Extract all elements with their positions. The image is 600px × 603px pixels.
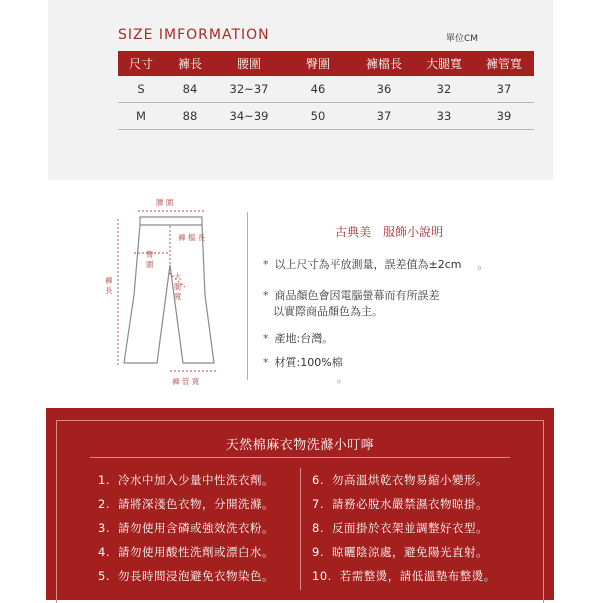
- header-hip: 臀圍: [282, 51, 354, 76]
- waist-label: 腰 圍: [156, 198, 174, 207]
- care-item: 3. 請勿使用含磷或強效洗衣粉。: [98, 521, 274, 535]
- vertical-divider: [247, 212, 248, 380]
- header-thigh: 大腿寬: [414, 51, 474, 76]
- care-column-divider: [300, 468, 301, 590]
- header-hem: 褲管寬: [474, 51, 534, 76]
- table-cell: 32~37: [216, 76, 282, 103]
- table-cell: 32: [414, 76, 474, 103]
- table-cell: 33: [414, 103, 474, 130]
- table-cell: M: [118, 103, 164, 130]
- care-title-underline: [90, 457, 510, 458]
- table-cell: 84: [164, 76, 216, 103]
- table-cell: 37: [354, 103, 414, 130]
- pants-waistband: [140, 217, 202, 225]
- note-item: [263, 288, 563, 320]
- table-cell: S: [118, 76, 164, 103]
- size-table-header: [118, 51, 534, 76]
- hip-label-2: 圍: [146, 260, 154, 269]
- table-row: [118, 76, 534, 103]
- header-waist: 腰圍: [216, 51, 282, 76]
- size-title: SIZE IMFORMATION: [118, 27, 270, 43]
- hem-label: 褲 管 寬: [172, 377, 200, 386]
- table-cell: 46: [282, 76, 354, 103]
- thigh-label-3: 寬: [174, 292, 182, 301]
- care-item: 8. 反面掛於衣架並調整好衣型。: [312, 521, 488, 535]
- header-length: 褲長: [164, 51, 216, 76]
- note-tail: 。: [337, 372, 348, 385]
- asterisk-icon: *: [263, 332, 269, 345]
- note-text: 材質:100%棉: [274, 356, 343, 369]
- note-text: 商品顏色會因電腦螢幕而有所誤差: [274, 289, 440, 302]
- size-table: [118, 51, 534, 130]
- note-item: [263, 331, 563, 347]
- length-label-1: 褲: [105, 276, 113, 285]
- table-cell: 88: [164, 103, 216, 130]
- note-tail: 。: [477, 258, 489, 271]
- note-item: [263, 257, 563, 273]
- pants-measurement-diagram: [90, 195, 240, 390]
- note-item: [263, 355, 563, 387]
- table-row: [118, 103, 534, 130]
- hip-label-1: 臀: [146, 250, 154, 259]
- care-item: 2. 請將深淺色衣物，分開洗滌。: [98, 497, 274, 511]
- table-cell: 39: [474, 103, 534, 130]
- header-crotch: 褲檔長: [354, 51, 414, 76]
- care-title: 天然棉麻衣物洗滌小叮嚀: [225, 438, 375, 453]
- pants-outline: [124, 225, 214, 363]
- asterisk-icon: *: [263, 289, 269, 302]
- note-text: 產地:台灣。: [274, 332, 334, 345]
- length-label-2: 長: [105, 286, 113, 295]
- care-item: 5. 勿長時間浸泡避免衣物染色。: [98, 569, 274, 583]
- care-item: 7. 請務必脫水嚴禁濕衣物晾掛。: [312, 497, 488, 511]
- note-text: 以上尺寸為平放測量，誤差值為±2cm: [274, 258, 462, 271]
- table-cell: 37: [474, 76, 534, 103]
- care-item: 9. 晾曬陰涼處，避免陽光直射。: [312, 545, 488, 559]
- care-item: 4. 請勿使用酸性洗劑或漂白水。: [98, 545, 274, 559]
- table-cell: 36: [354, 76, 414, 103]
- care-instructions-panel: [46, 408, 554, 600]
- care-item: 1. 冷水中加入少量中性洗衣劑。: [98, 473, 274, 487]
- care-item: 6. 勿高溫烘乾衣物易縮小變形。: [312, 473, 488, 487]
- asterisk-icon: *: [263, 356, 269, 369]
- thigh-label-1: 大: [174, 272, 182, 281]
- table-cell: 50: [282, 103, 354, 130]
- header-size: 尺寸: [118, 51, 164, 76]
- thigh-label-2: 腿: [174, 282, 182, 291]
- size-information-panel: [48, 0, 553, 180]
- notes-title: 古典美 服飾小說明: [335, 225, 444, 239]
- asterisk-icon: *: [263, 258, 269, 271]
- note-text-line2: 以實際商品顏色為主。: [273, 305, 383, 318]
- care-item: 10. 若需整燙，請低溫墊布整燙。: [312, 569, 496, 583]
- size-unit: 單位CM: [446, 34, 479, 44]
- crotch-label: 褲 檔 長: [178, 233, 206, 242]
- table-cell: 34~39: [216, 103, 282, 130]
